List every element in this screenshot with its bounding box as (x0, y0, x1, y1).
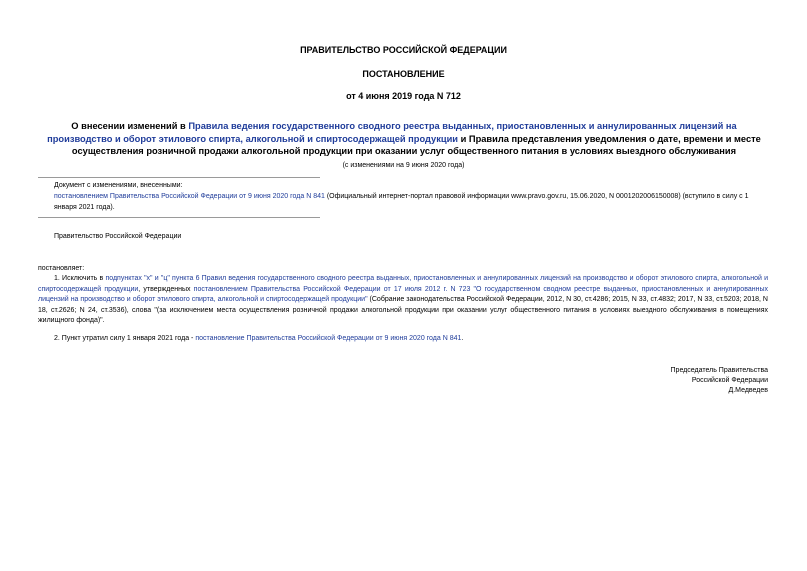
separator-bottom (38, 217, 320, 218)
title-prefix: О внесении изменений в (71, 121, 189, 131)
document-type: ПОСТАНОВЛЕНИЕ (362, 69, 445, 79)
amendments-text (54, 192, 772, 213)
signature-country: Российской Федерации (691, 377, 768, 384)
government-heading: ПРАВИТЕЛЬСТВО РОССИЙСКОЙ ФЕДЕРАЦИИ (300, 45, 507, 55)
item2-decree-link[interactable]: постановление Правительства Российской Федерации от 9 июня 2020 года N 841 (195, 335, 462, 342)
title-rules-link[interactable]: Правила ведения государственного сводного реестра выданных, приостановленных и аннулированных лицензий на производство и оборот этилового спирта, алкогольной и спиртосодержащей продукции (47, 121, 737, 144)
title-suffix: и Правила представления уведомления о дате, времени и месте осуществления розничной продажи алкогольной продукции при оказании услуг общественного питания в условиях выездного обслуживания (71, 133, 761, 156)
amendment-publication: (Официальный интернет-портал правовой информации www.pravo.gov.ru, 15.06.2020, N 0001202006150008) (вступило в силу с 1 января 2021 года). (54, 193, 749, 211)
signature-title: Председатель Правительства (670, 367, 768, 374)
decree-word: постановляет: (38, 265, 85, 272)
amendments-heading: Документ с изменениями, внесенными: (54, 182, 183, 189)
issuer: Правительство Российской Федерации (54, 233, 182, 240)
changes-note: (с изменениями на 9 июня 2020 года) (342, 162, 465, 169)
item1-rules-link[interactable]: подпунктах "х" и "ц" пункта 6 Правил ведения государственного сводного реестра выданных, приостановленных и аннулированных лицензий на производство и оборот этилового спирта, алкогольной и спиртосодержащей продукции (38, 275, 768, 293)
item-2 (54, 334, 768, 345)
item1-decree-link[interactable]: постановлением Правительства Российской Федерации от 17 июля 2012 г. N 723 "О государственном сводном реестре выданных, приостановленных и аннулированных лицензий на производство и оборот этилового спирта, алкогольной и спиртосодержащей продукции" (38, 285, 768, 303)
document-title (38, 120, 770, 158)
item1-text-3: (Собрание законодательства Российской Федерации, 2012, N 30, ст.4286; 2015, N 33, ст.4832; 2017, N 33, ст.5203; 2018, N 18, ст.2626; N 24, ст.3536), слова "(за исключением места осуществления розничной продажи алкогольной продукции при оказании услуг общественного питания в условиях выездного обслуживания в помещениях жилищного фонда)". (38, 296, 768, 324)
item-1 (38, 274, 768, 327)
item2-text-2: . (461, 335, 464, 342)
separator-top (38, 177, 320, 178)
amendment-decree-link[interactable]: постановлением Правительства Российской Федерации от 9 июня 2020 года N 841 (54, 193, 325, 200)
item1-text-1: 1. Исключить в (54, 275, 106, 282)
document-date-number: от 4 июня 2019 года N 712 (346, 91, 461, 101)
signature-name: Д.Медведев (728, 387, 768, 394)
item2-text-1: 2. Пункт утратил силу 1 января 2021 года - (54, 335, 196, 342)
item1-text-2: , утвержденных (138, 285, 194, 293)
